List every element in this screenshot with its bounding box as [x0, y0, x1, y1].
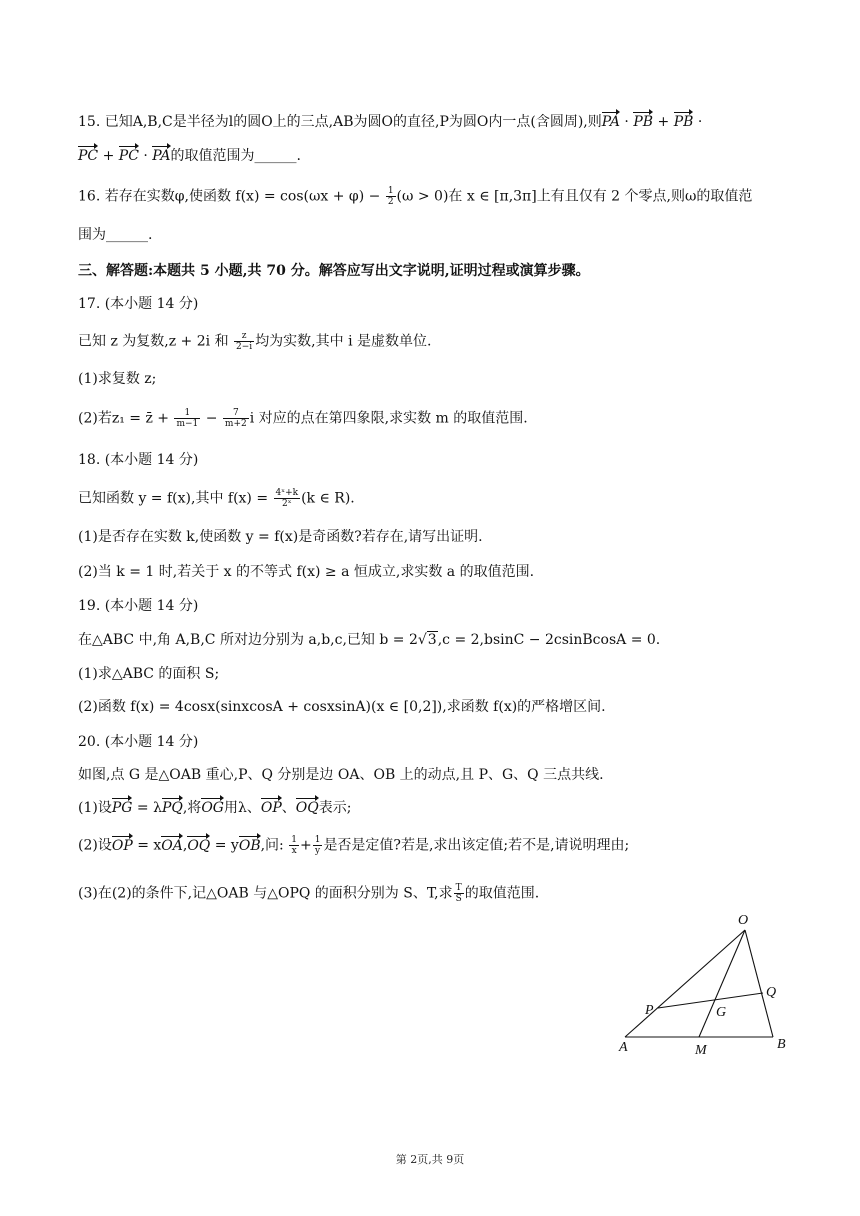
q20-part-1: (1)设PG = λPQ,将OG用λ、OP、OQ表示;	[78, 800, 352, 816]
q16-line-2: 围为______.	[78, 227, 153, 243]
vector-pg: PG	[111, 800, 133, 816]
q15-line-1: 15. 已知A,B,C是半径为l的圆O上的三点,AB为圆O的直径,P为圆O内一点(含圆周),则PA · PB + PB ·	[78, 114, 703, 130]
label-q: Q	[766, 985, 777, 1000]
fraction-1-over-x: $\frac{1}{x}$	[291, 835, 297, 856]
vector-oq: OQ	[295, 800, 319, 816]
side-oa	[625, 930, 745, 1037]
vector-pb-2: PB	[673, 114, 694, 130]
vector-pc: PC	[78, 148, 99, 164]
fraction-1-over-y: $\frac{1}{y}$	[314, 835, 321, 856]
q20-part-3: (3)在(2)的条件下,记△OAB 与△OPQ 的面积分别为 S、T,求 $\frac{T}{S}$ 的取值范围.	[78, 883, 540, 904]
vector-og: OG	[201, 800, 224, 816]
q18-stem: 已知函数 y = f(x),其中 f(x) = $\frac{\text{4ˣ+k}}{\text{2ˣ}}$ (k ∈ R).	[78, 488, 355, 509]
section-heading: 三、解答题:本题共 5 小题,共 70 分。解答应写出文字说明,证明过程或演算步骤。	[78, 263, 590, 279]
label-g: G	[716, 1005, 727, 1020]
q19-heading: 19. (本小题 14 分)	[78, 598, 199, 614]
q15-text: 15. 已知A,B,C是半径为l的圆O上的三点,AB为圆O的直径,P为圆O内一点(含圆周),则	[78, 114, 602, 130]
fraction-half: $\frac{1}{2}$	[387, 186, 394, 207]
label-p: P	[645, 1003, 654, 1018]
q17-heading: 17. (本小题 14 分)	[78, 296, 199, 312]
q18-part-2: (2)当 k = 1 时,若关于 x 的不等式 f(x) ≥ a 恒成立,求实数 a 的取值范围.	[78, 564, 535, 580]
q16-line-1	[78, 186, 752, 207]
q17-part-1: (1)求复数 z;	[78, 371, 157, 387]
vector-ob: OB	[238, 837, 261, 854]
vector-pb: PB	[633, 114, 654, 130]
q20-stem: 如图,点 G 是△OAB 重心,P、Q 分别是边 OA、OB 上的动点,且 P、G、Q 三点共线.	[78, 767, 604, 783]
q18-heading: 18. (本小题 14 分)	[78, 452, 199, 468]
line-pq	[658, 993, 763, 1008]
vector-oq-2: OQ	[187, 837, 211, 854]
vector-pa: PA	[601, 114, 620, 130]
q18-part-1: (1)是否存在实数 k,使函数 y = f(x)是奇函数?若存在,请写出证明.	[78, 529, 483, 545]
label-m: M	[695, 1043, 707, 1058]
q16-text-pre: 16. 若存在实数φ,使函数 f(x) = cos(ωx + φ) −	[78, 188, 381, 205]
q19-part-2: (2)函数 f(x) = 4cosx(sinxcosA + cosxsinA)(x ∈ [0,2]),求函数 f(x)的严格增区间.	[78, 699, 606, 715]
q16-text-post: (ω > 0)在 x ∈ [π,3π]上有且仅有 2 个零点,则ω的取值范	[396, 188, 753, 205]
vector-oa: OA	[161, 837, 183, 854]
q19-part-1: (1)求△ABC 的面积 S;	[78, 666, 220, 682]
vector-op: OP	[260, 800, 282, 816]
q17-stem: 已知 z 为复数,z + 2i 和 $\frac{z}{2-i}$ 均为实数,其中 i 是虚数单位.	[78, 331, 432, 352]
q20-heading: 20. (本小题 14 分)	[78, 734, 199, 750]
fraction-m2: $\frac{7}{m+2}$	[224, 408, 247, 429]
median-om	[699, 930, 745, 1037]
fraction-t-over-s: $\frac{T}{S}$	[455, 883, 462, 904]
vector-pc-2: PC	[118, 148, 139, 164]
page-footer: 第 2页,共 9页	[395, 1153, 465, 1166]
q15-line-2: PC + PC · PA的取值范围为______.	[78, 148, 301, 164]
q19-stem: 在△ABC 中,角 A,B,C 所对边分别为 a,b,c,已知 b = 2√3,c = 2,bsinC − 2csinBcosA = 0.	[78, 632, 661, 648]
triangle-figure	[600, 910, 810, 1060]
q20-part-2: (2)设OP = xOA,OQ = yOB,问: $\frac{1}{x}$ + $\frac{1}{y}$ 是否是定值?若是,求出该定值;若不是,请说明理由;	[78, 835, 630, 856]
vector-pa-2: PA	[152, 148, 171, 164]
fraction-z-over: $\frac{z}{2-i}$	[236, 331, 253, 352]
fraction-fx: $\frac{\text{4ˣ+k}}{\text{2ˣ}}$	[275, 488, 299, 509]
label-b: B	[777, 1037, 786, 1052]
fraction-m1: $\frac{1}{m-1}$	[176, 408, 199, 429]
label-a: A	[619, 1040, 628, 1055]
label-o: O	[738, 913, 749, 928]
vector-op-2: OP	[111, 837, 133, 854]
vector-pq: PQ	[161, 800, 183, 816]
q17-part-2: (2)若z₁ = z̄ + $\frac{1}{m-1}$ − $\frac{7}{m+2}$ i 对应的点在第四象限,求实数 m 的取值范围.	[78, 408, 528, 429]
side-ob	[745, 930, 773, 1037]
q15-blank-text: 的取值范围为______.	[170, 148, 301, 164]
